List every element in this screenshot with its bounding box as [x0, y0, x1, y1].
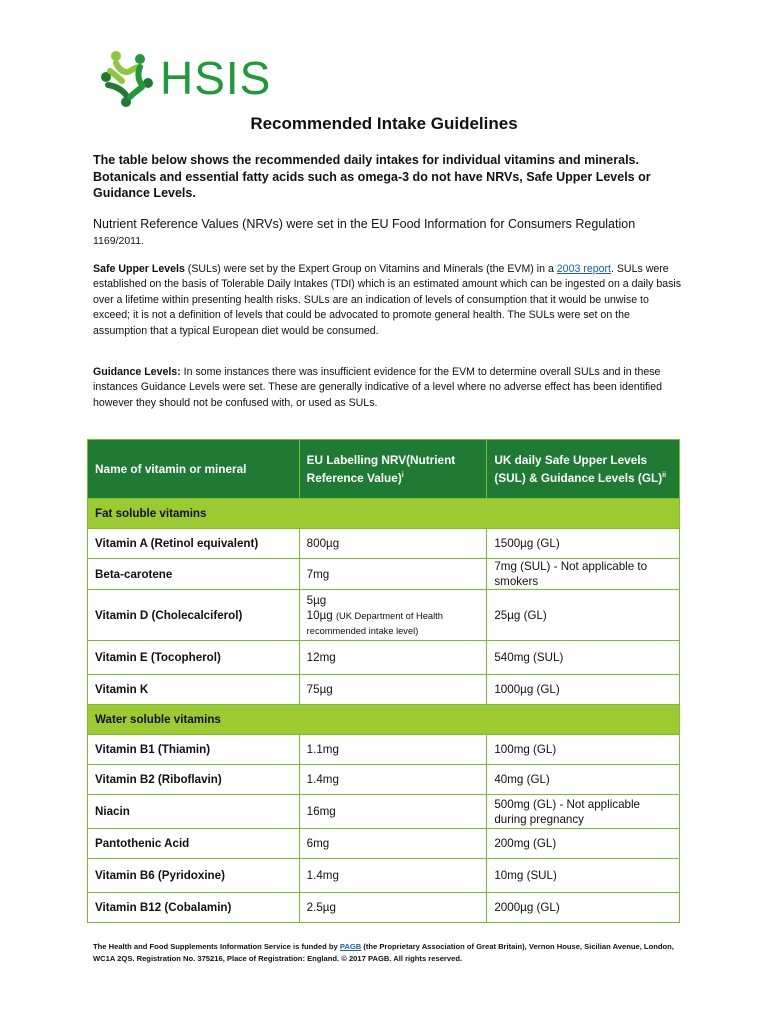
nrv-text: (NRVs) were set in the EU Food Information for Consumers Regulation [238, 217, 636, 231]
intake-table [87, 439, 680, 923]
logo-text: HSIS [160, 52, 272, 104]
footer-note [93, 941, 683, 965]
sul-value: 25µg (GL) [487, 590, 680, 641]
table-row [88, 859, 680, 893]
pagb-link[interactable]: PAGB [339, 942, 362, 951]
sul-value: 1000µg (GL) [487, 675, 680, 705]
header-nrv-label: EU Labelling NRV(Nutrient Reference Value) [306, 453, 456, 485]
vitamin-name: Vitamin B6 (Pyridoxine) [88, 859, 300, 893]
nrv-value: 75µg [299, 675, 487, 705]
hsis-logo [96, 46, 286, 110]
table-row [88, 529, 680, 559]
table-header-row [88, 440, 680, 499]
nrv-value: 12mg [299, 641, 487, 675]
sul-value: 1500µg (GL) [487, 529, 680, 559]
nrv-value: 1.4mg [299, 765, 487, 795]
nrv-note: (UK Department of Health recommended intake level) [306, 610, 443, 636]
footer-text-2: (the Proprietary Association of Great Britain), Vernon House, Sicilian Avenue, London, WC1A 2QS. Registration No. 375216, Place of Registration: England. © 2017 PAGB. All rights reserved. [93, 942, 674, 963]
table-row [88, 765, 680, 795]
header-sul-footnote: ii [662, 472, 667, 480]
vitamin-name: Niacin [88, 795, 300, 829]
nrv-paragraph [93, 216, 683, 249]
nrv-value: 2.5µg [299, 893, 487, 923]
vitamin-name: Beta-carotene [88, 559, 300, 590]
header-sul-label: UK daily Safe Upper Levels (SUL) & Guidance Levels (GL) [494, 453, 663, 485]
section-water-soluble: Water soluble vitamins [88, 705, 680, 735]
nrv-term: Nutrient Reference Values [93, 217, 239, 231]
sul-term: Safe Upper Levels [93, 263, 185, 275]
guidance-term: Guidance Levels: [93, 366, 181, 378]
nrv-value: 1.4mg [299, 859, 487, 893]
table-row [88, 735, 680, 765]
nrv-value: 7mg [299, 559, 487, 590]
table-row [88, 641, 680, 675]
nrv-regulation-code: 1169/2011. [93, 235, 144, 247]
table-row [88, 829, 680, 859]
sul-value: 100mg (GL) [487, 735, 680, 765]
nrv-value: 1.1mg [299, 735, 487, 765]
guidance-paragraph [93, 365, 683, 411]
vitamin-name: Vitamin B1 (Thiamin) [88, 735, 300, 765]
header-sul [487, 440, 680, 499]
sul-text-1: (SULs) were set by the Expert Group on Vitamins and Minerals (the EVM) in a [184, 263, 557, 275]
sul-value: 200mg (GL) [487, 829, 680, 859]
sul-text-2: . SULs were established on the basis of Tolerable Daily Intakes (TDI) which is an estimated amount which can be ingested on a daily basis over a lifetime within presenting health risks. SULs are an indication of levels of consumption that it would be unwise to exceed; it is not a definition of levels that could be advocated to promote general health. The SULs were set on the assumption that a typical European diet would be consumed. [93, 263, 682, 337]
sul-value: 500mg (GL) - Not applicable during pregnancy [487, 795, 680, 829]
table-row [88, 893, 680, 923]
table-row [88, 559, 680, 590]
header-nrv-footnote: i [401, 472, 404, 480]
section-row [88, 499, 680, 529]
people-circle-icon [96, 47, 158, 109]
header-nrv [299, 440, 487, 499]
sul-value: 2000µg (GL) [487, 893, 680, 923]
vitamin-name: Vitamin A (Retinol equivalent) [88, 529, 300, 559]
sul-value: 7mg (SUL) - Not applicable to smokers [487, 559, 680, 590]
table-row [88, 795, 680, 829]
guidance-text: In some instances there was insufficient evidence for the EVM to determine overall SULs and in these instances Guidance Levels were set. These are generally indicative of a level where no adverse effect has been identified however they should not be confused with, or used as SULs. [93, 366, 663, 409]
table-row [88, 675, 680, 705]
header-name: Name of vitamin or mineral [88, 440, 300, 499]
nrv-value [299, 590, 487, 641]
page-title: Recommended Intake Guidelines [250, 114, 518, 133]
vitamin-name: Vitamin E (Tocopherol) [88, 641, 300, 675]
vitamin-name: Vitamin B2 (Riboflavin) [88, 765, 300, 795]
nrv-value-secondary: 10µg [306, 608, 333, 622]
table-row [88, 590, 680, 641]
sul-value: 540mg (SUL) [487, 641, 680, 675]
vitamin-name: Pantothenic Acid [88, 829, 300, 859]
section-fat-soluble: Fat soluble vitamins [88, 499, 680, 529]
vitamin-name: Vitamin K [88, 675, 300, 705]
nrv-value-primary: 5µg [306, 593, 327, 607]
nrv-value: 6mg [299, 829, 487, 859]
vitamin-name: Vitamin B12 (Cobalamin) [88, 893, 300, 923]
section-row [88, 705, 680, 735]
vitamin-name: Vitamin D (Cholecalciferol) [88, 590, 300, 641]
intro-paragraph: The table below shows the recommended daily intakes for individual vitamins and minerals. Botanicals and essential fatty acids such as omega-3 do not have NRVs, Safe Upper Levels or Guidance Levels. [93, 153, 651, 200]
sul-value: 10mg (SUL) [487, 859, 680, 893]
sul-value: 40mg (GL) [487, 765, 680, 795]
footer-text-1: The Health and Food Supplements Information Service is funded by [93, 942, 340, 951]
sul-paragraph [93, 262, 683, 339]
nrv-value: 16mg [299, 795, 487, 829]
report-link[interactable]: 2003 report [556, 263, 611, 275]
nrv-value: 800µg [299, 529, 487, 559]
